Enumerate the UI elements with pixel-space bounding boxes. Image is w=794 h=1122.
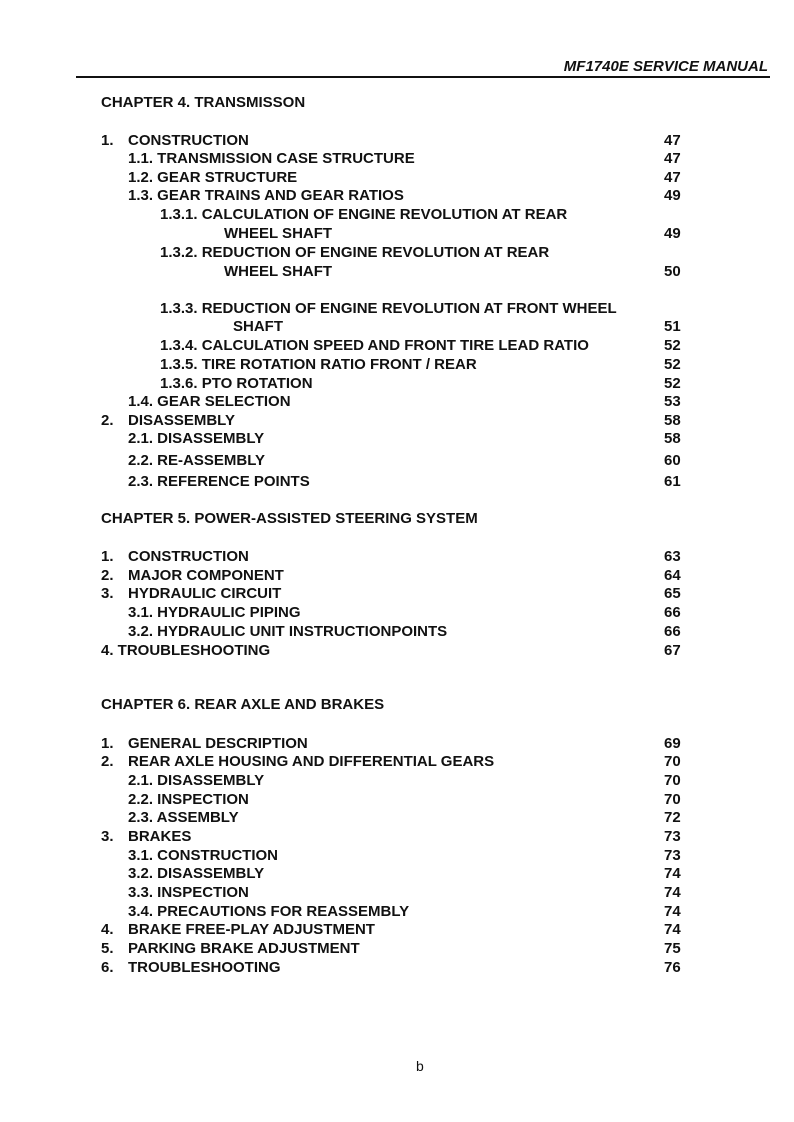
toc-entry-text: 1.2. GEAR STRUCTURE bbox=[128, 169, 298, 186]
toc-entry bbox=[0, 263, 794, 281]
toc-entry bbox=[0, 921, 794, 939]
manual-title: MF1740E SERVICE MANUAL bbox=[563, 58, 768, 75]
toc-entry bbox=[0, 753, 794, 771]
toc-entry bbox=[0, 169, 794, 187]
toc-entry-page: 74 bbox=[664, 921, 681, 938]
toc-entry bbox=[0, 393, 794, 411]
toc-entry-page: 70 bbox=[664, 791, 681, 808]
toc-entry-number: 1. bbox=[101, 548, 114, 565]
toc-entry-text: 3.3. INSPECTION bbox=[128, 884, 249, 901]
toc-entry-page: 51 bbox=[664, 318, 681, 335]
chapter-6-title: CHAPTER 6. REAR AXLE AND BRAKES bbox=[101, 696, 385, 713]
toc-entry-page: 70 bbox=[664, 772, 681, 789]
toc-entry bbox=[0, 809, 794, 827]
toc-entry-page: 50 bbox=[664, 263, 681, 280]
toc-entry-text: CONSTRUCTION bbox=[128, 548, 249, 565]
toc-entry-page: 67 bbox=[664, 642, 681, 659]
toc-entry-number: 5. bbox=[101, 940, 114, 957]
page-number: b bbox=[416, 1058, 424, 1074]
header-divider bbox=[76, 76, 770, 78]
toc-entry bbox=[0, 884, 794, 902]
toc-entry-page: 47 bbox=[664, 169, 681, 186]
toc-entry-number: 2. bbox=[101, 753, 114, 770]
toc-entry bbox=[0, 548, 794, 566]
toc-entry-text: CONSTRUCTION bbox=[128, 132, 249, 149]
toc-entry-text: WHEEL SHAFT bbox=[224, 225, 333, 242]
toc-entry-page: 61 bbox=[664, 473, 681, 490]
toc-entry-page: 63 bbox=[664, 548, 681, 565]
toc-entry bbox=[0, 642, 794, 660]
toc-entry-page: 47 bbox=[664, 150, 681, 167]
toc-entry-text: 3.1. CONSTRUCTION bbox=[128, 847, 279, 864]
toc-entry-text: 2.3. ASSEMBLY bbox=[128, 809, 239, 826]
toc-entry bbox=[0, 735, 794, 753]
toc-entry bbox=[0, 585, 794, 603]
toc-entry-text: DISASSEMBLY bbox=[128, 412, 235, 429]
toc-entry-text: 2.1. DISASSEMBLY bbox=[128, 430, 265, 447]
toc-entry-number: 3. bbox=[101, 585, 114, 602]
toc-entry-page: 60 bbox=[664, 452, 681, 469]
toc-entry-page: 64 bbox=[664, 567, 681, 584]
toc-entry-text: 1.3.2. REDUCTION OF ENGINE REVOLUTION AT REAR bbox=[160, 244, 550, 261]
toc-entry-text: HYDRAULIC CIRCUIT bbox=[128, 585, 282, 602]
toc-entry-text: TROUBLESHOOTING bbox=[128, 959, 281, 976]
toc-entry-page: 74 bbox=[664, 884, 681, 901]
toc-entry bbox=[0, 828, 794, 846]
toc-entry bbox=[0, 244, 794, 262]
toc-entry-page: 52 bbox=[664, 375, 681, 392]
toc-entry bbox=[0, 132, 794, 150]
toc-entry bbox=[0, 791, 794, 809]
toc-entry-number: 6. bbox=[101, 959, 114, 976]
toc-entry-text: 2.2. RE-ASSEMBLY bbox=[128, 452, 265, 469]
toc-entry bbox=[0, 623, 794, 641]
toc-entry-text: 1.1. TRANSMISSION CASE STRUCTURE bbox=[128, 150, 415, 167]
toc-entry-page: 73 bbox=[664, 847, 681, 864]
toc-entry-text: 1.3.4. CALCULATION SPEED AND FRONT TIRE LEAD RATIO bbox=[160, 337, 589, 354]
toc-entry-text: 1.4. GEAR SELECTION bbox=[128, 393, 291, 410]
toc-entry-page: 72 bbox=[664, 809, 681, 826]
toc-entry-text: 2.1. DISASSEMBLY bbox=[128, 772, 265, 789]
toc-entry-page: 73 bbox=[664, 828, 681, 845]
toc-entry bbox=[0, 318, 794, 336]
toc-entry-text: MAJOR COMPONENT bbox=[128, 567, 284, 584]
chapter-5-title: CHAPTER 5. POWER-ASSISTED STEERING SYSTEM bbox=[101, 510, 478, 527]
toc-entry bbox=[0, 375, 794, 393]
toc-entry-text: 4. TROUBLESHOOTING bbox=[101, 642, 271, 659]
toc-entry-page: 52 bbox=[664, 337, 681, 354]
toc-entry-text: 3.1. HYDRAULIC PIPING bbox=[128, 604, 301, 621]
toc-entry-text: REAR AXLE HOUSING AND DIFFERENTIAL GEARS bbox=[128, 753, 495, 770]
toc-entry-number: 3. bbox=[101, 828, 114, 845]
toc-entry-page: 58 bbox=[664, 412, 681, 429]
toc-entry bbox=[0, 337, 794, 355]
toc-entry-text: PARKING BRAKE ADJUSTMENT bbox=[128, 940, 360, 957]
toc-entry-page: 76 bbox=[664, 959, 681, 976]
toc-entry-text: SHAFT bbox=[233, 318, 283, 335]
toc-entry-text: 1.3.5. TIRE ROTATION RATIO FRONT / REAR bbox=[160, 356, 477, 373]
toc-entry bbox=[0, 412, 794, 430]
toc-entry-page: 69 bbox=[664, 735, 681, 752]
toc-entry-page: 65 bbox=[664, 585, 681, 602]
toc-entry-text: 3.2. HYDRAULIC UNIT INSTRUCTIONPOINTS bbox=[128, 623, 448, 640]
toc-entry-number: 1. bbox=[101, 132, 114, 149]
toc-entry bbox=[0, 940, 794, 958]
toc-entry-number: 4. bbox=[101, 921, 114, 938]
toc-entry-page: 75 bbox=[664, 940, 681, 957]
chapter-4-title: CHAPTER 4. TRANSMISSON bbox=[101, 94, 306, 111]
toc-entry-text: 3.4. PRECAUTIONS FOR REASSEMBLY bbox=[128, 903, 410, 920]
toc-entry bbox=[0, 772, 794, 790]
toc-entry-text: BRAKE FREE-PLAY ADJUSTMENT bbox=[128, 921, 375, 938]
toc-entry-page: 74 bbox=[664, 903, 681, 920]
toc-entry bbox=[0, 865, 794, 883]
toc-entry-page: 52 bbox=[664, 356, 681, 373]
toc-entry-page: 58 bbox=[664, 430, 681, 447]
toc-entry bbox=[0, 604, 794, 622]
toc-entry-page: 47 bbox=[664, 132, 681, 149]
toc-entry-page: 66 bbox=[664, 604, 681, 621]
toc-entry-text: 2.3. REFERENCE POINTS bbox=[128, 473, 310, 490]
toc-entry bbox=[0, 356, 794, 374]
toc-entry bbox=[0, 847, 794, 865]
toc-entry-text: BRAKES bbox=[128, 828, 192, 845]
toc-entry-page: 49 bbox=[664, 225, 681, 242]
toc-entry-number: 2. bbox=[101, 567, 114, 584]
toc-entry-page: 74 bbox=[664, 865, 681, 882]
toc-entry-page: 49 bbox=[664, 187, 681, 204]
toc-entry bbox=[0, 473, 794, 491]
toc-entry-text: 1.3.6. PTO ROTATION bbox=[160, 375, 313, 392]
toc-entry-text: WHEEL SHAFT bbox=[224, 263, 333, 280]
toc-entry bbox=[0, 225, 794, 243]
toc-entry-number: 2. bbox=[101, 412, 114, 429]
toc-entry bbox=[0, 430, 794, 448]
toc-entry-number: 1. bbox=[101, 735, 114, 752]
toc-entry-page: 66 bbox=[664, 623, 681, 640]
toc-entry-text: GENERAL DESCRIPTION bbox=[128, 735, 308, 752]
toc-entry bbox=[0, 206, 794, 224]
toc-entry bbox=[0, 903, 794, 921]
toc-entry-page: 70 bbox=[664, 753, 681, 770]
toc-entry bbox=[0, 567, 794, 585]
toc-entry-text: 1.3. GEAR TRAINS AND GEAR RATIOS bbox=[128, 187, 404, 204]
toc-entry-text: 2.2. INSPECTION bbox=[128, 791, 249, 808]
toc-entry-text: 1.3.1. CALCULATION OF ENGINE REVOLUTION AT REAR bbox=[160, 206, 568, 223]
toc-entry bbox=[0, 452, 794, 470]
toc-entry-page: 53 bbox=[664, 393, 681, 410]
toc-entry bbox=[0, 959, 794, 977]
toc-entry-text: 1.3.3. REDUCTION OF ENGINE REVOLUTION AT FRONT WHEEL bbox=[160, 300, 617, 317]
toc-entry bbox=[0, 187, 794, 205]
toc-entry bbox=[0, 150, 794, 168]
toc-entry-text: 3.2. DISASSEMBLY bbox=[128, 865, 265, 882]
toc-entry bbox=[0, 300, 794, 318]
